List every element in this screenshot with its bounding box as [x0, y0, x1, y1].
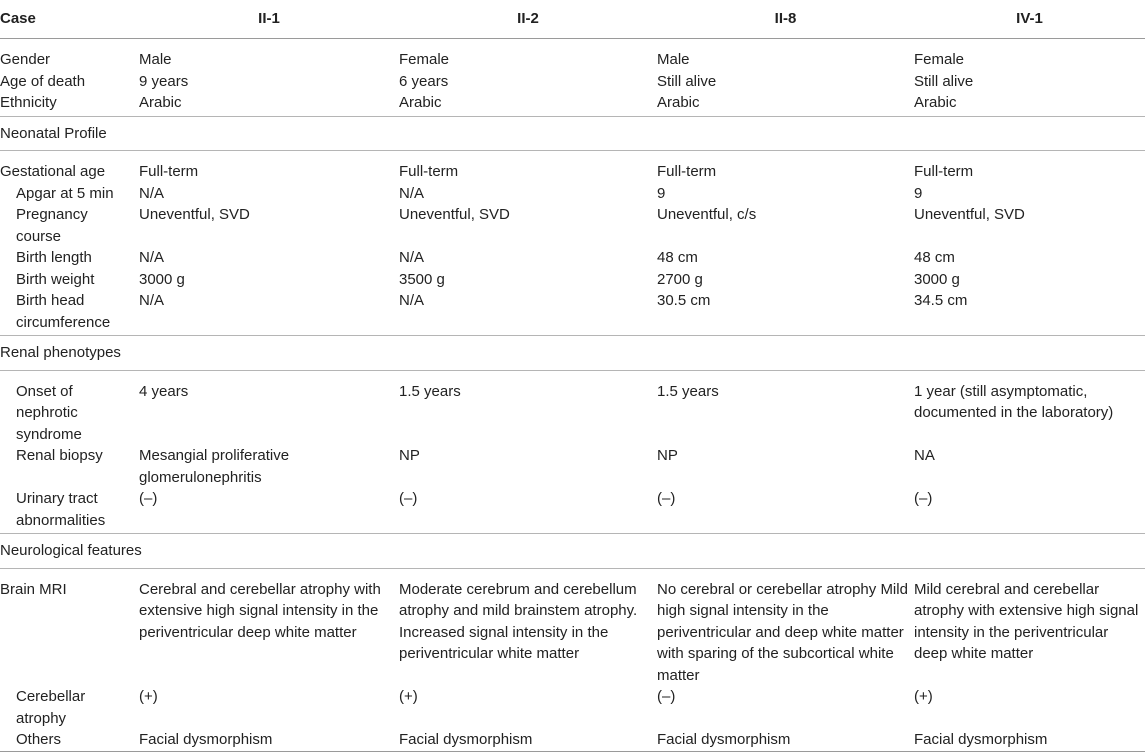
cell: 48 cm — [914, 249, 955, 266]
row-onset-nephrotic — [0, 370, 1145, 445]
cell: Male — [657, 51, 690, 68]
section-title: Neonatal Profile — [0, 116, 1145, 151]
cell: (+) — [914, 688, 933, 705]
cell: 1.5 years — [399, 382, 461, 400]
cell: Facial dysmorphism — [399, 729, 657, 751]
row-label: Renal biopsy — [16, 447, 103, 464]
cell: 30.5 cm — [657, 290, 914, 336]
cell: Uneventful, SVD — [914, 206, 1025, 223]
cell: NP — [399, 447, 420, 464]
cell: (+) — [399, 688, 418, 705]
row-label: Pregnancy course — [16, 206, 88, 245]
header-row — [0, 0, 1145, 39]
header-col-ii-2: II-2 — [399, 0, 657, 39]
row-apgar — [0, 183, 1145, 205]
cell: Facial dysmorphism — [139, 729, 399, 751]
cell: (–) — [657, 688, 676, 705]
row-label: Birth length — [16, 249, 92, 266]
row-label: Gender — [0, 51, 51, 68]
row-ethnicity — [0, 92, 1145, 116]
cell: N/A — [139, 290, 399, 336]
row-label: Age of death — [0, 72, 86, 90]
row-label: Brain MRI — [0, 580, 67, 598]
cell: Male — [139, 51, 172, 68]
cell: Facial dysmorphism — [657, 729, 914, 751]
row-renal-biopsy — [0, 445, 1145, 488]
cell: (–) — [399, 488, 657, 534]
cell: Full-term — [139, 163, 199, 180]
row-others — [0, 729, 1145, 751]
header-col-ii-1: II-1 — [139, 0, 399, 39]
row-label: Cerebellar atrophy — [16, 688, 86, 727]
row-gender — [0, 39, 1145, 71]
cell: N/A — [399, 184, 425, 202]
cell: Female — [399, 51, 450, 68]
cell: Arabic — [914, 92, 1145, 116]
section-neurological-features — [0, 534, 1145, 569]
cell: (–) — [139, 488, 399, 534]
row-birth-length — [0, 247, 1145, 269]
cell: Full-term — [914, 163, 974, 180]
cell: Uneventful, SVD — [139, 206, 250, 223]
cell: 6 years — [399, 72, 449, 90]
row-label: Apgar at 5 min — [16, 184, 114, 202]
cell: 9 years — [139, 72, 189, 90]
row-urinary-tract — [0, 488, 1145, 534]
row-label: Gestational age — [0, 163, 106, 180]
cell: N/A — [399, 290, 657, 336]
cell: Mild cerebral and cerebellar atrophy with extensive high signal intensity in the periventricular deep white matter — [914, 580, 1139, 662]
cell: (–) — [657, 488, 914, 534]
header-case: Case — [0, 0, 139, 39]
cell: No cerebral or cerebellar atrophy Mild high signal intensity in the periventricular and deep white matter with sparing of the subcortical white matter — [657, 580, 908, 684]
cell: 3000 g — [914, 270, 960, 288]
cell: 9 — [914, 184, 923, 202]
cell: N/A — [399, 249, 425, 266]
row-label: Birth head circumference — [0, 290, 139, 336]
cell: 3500 g — [399, 270, 445, 288]
cell: Cerebral and cerebellar atrophy with extensive high signal intensity in the periventricular deep white matter — [139, 580, 381, 641]
cell: 2700 g — [657, 270, 703, 288]
cell: Arabic — [139, 92, 399, 116]
section-title: Neurological features — [0, 534, 1145, 569]
cell: (+) — [139, 688, 158, 705]
header-col-ii-8: II-8 — [657, 0, 914, 39]
row-label: Urinary tract abnormalities — [0, 488, 139, 534]
row-pregnancy-course — [0, 204, 1145, 247]
cell: Female — [914, 51, 965, 68]
cell: N/A — [139, 184, 165, 202]
cell: Arabic — [399, 92, 657, 116]
cell: (–) — [914, 488, 1145, 534]
cell: NA — [914, 447, 935, 464]
row-birth-head-circumference — [0, 290, 1145, 336]
row-birth-weight — [0, 269, 1145, 291]
cell: Facial dysmorphism — [914, 729, 1145, 751]
cell: Mesangial proliferative glomerulonephritis — [139, 447, 290, 486]
cell: NP — [657, 447, 678, 464]
cell: Full-term — [399, 163, 459, 180]
row-age-of-death — [0, 71, 1145, 93]
section-renal-phenotypes — [0, 336, 1145, 371]
section-neonatal-profile — [0, 116, 1145, 151]
cell: 9 — [657, 184, 666, 202]
row-label: Ethnicity — [0, 92, 139, 116]
cell: 48 cm — [657, 249, 698, 266]
cell: 34.5 cm — [914, 290, 1145, 336]
cell: 3000 g — [139, 270, 185, 288]
cell: Moderate cerebrum and cerebellum atrophy and mild brainstem atrophy. Increased signal intensity in the periventricular white matter — [399, 580, 638, 662]
row-label: Onset of nephrotic syndrome — [16, 382, 82, 443]
row-brain-mri — [0, 568, 1145, 686]
cell: N/A — [139, 249, 165, 266]
cell: Arabic — [657, 92, 914, 116]
header-col-iv-1: IV-1 — [914, 0, 1145, 39]
row-cerebellar-atrophy — [0, 686, 1145, 729]
cell: 1 year (still asymptomatic, documented in the laboratory) — [914, 382, 1114, 421]
cell: 4 years — [139, 382, 189, 400]
cell: Still alive — [914, 72, 974, 90]
section-title: Renal phenotypes — [0, 336, 1145, 371]
cell: Uneventful, SVD — [399, 206, 510, 223]
row-gestational-age — [0, 151, 1145, 183]
cell: 1.5 years — [657, 382, 719, 400]
cell: Uneventful, c/s — [657, 206, 757, 223]
row-label: Birth weight — [16, 270, 95, 288]
cell: Still alive — [657, 72, 717, 90]
cell: Full-term — [657, 163, 717, 180]
row-label: Others — [0, 729, 139, 751]
